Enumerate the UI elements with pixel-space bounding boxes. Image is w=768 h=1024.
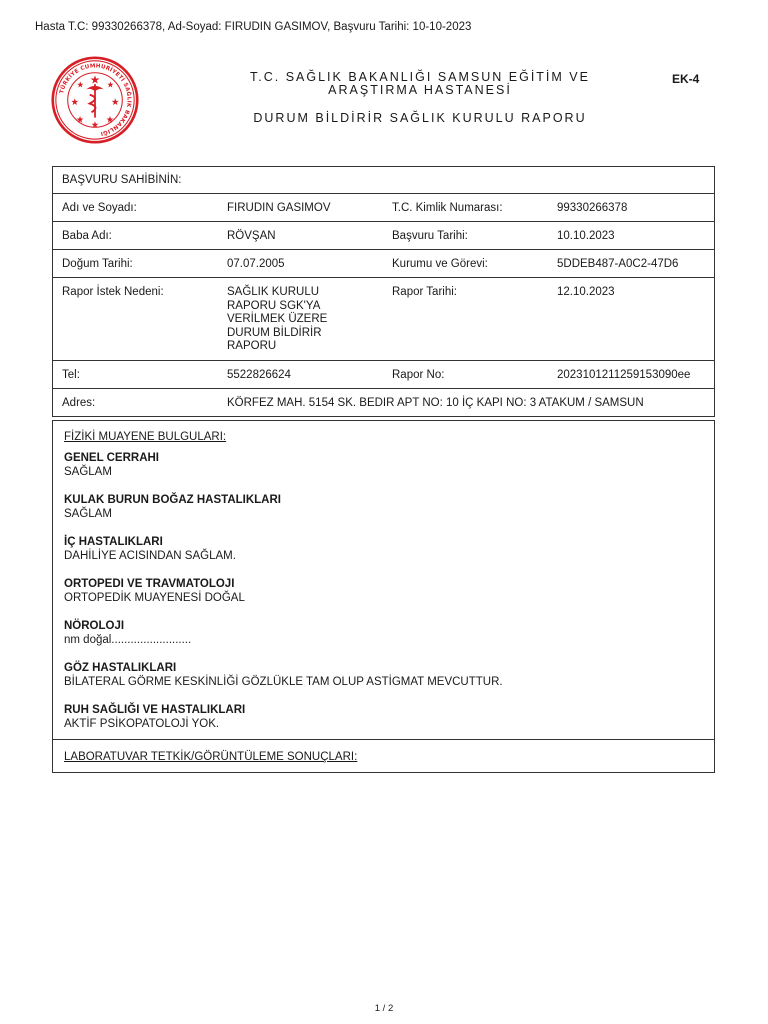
department-result: BİLATERAL GÖRME KESKİNLİĞİ GÖZLÜKLE TAM OLUP ASTİGMAT MEVCUTTUR. — [64, 676, 503, 688]
applicant-info-table — [52, 166, 715, 417]
department-name: NÖROLOJI — [64, 620, 125, 632]
father-label: Baba Adı: — [62, 230, 112, 242]
ministry-of-health-seal-icon — [51, 56, 139, 144]
list-item — [64, 535, 704, 563]
report-date-value: 12.10.2023 — [557, 286, 615, 298]
department-name: GÖZ HASTALIKLARI — [64, 662, 177, 674]
exam-title: FİZİKİ MUAYENE BULGULARI: — [64, 431, 227, 443]
phone-value: 5522826624 — [227, 368, 291, 381]
department-name: İÇ HASTALIKLARI — [64, 536, 163, 548]
list-item — [64, 619, 704, 647]
applicant-heading: BAŞVURU SAHİBİNİN: — [53, 167, 714, 194]
institution-name: T.C. SAĞLIK BAKANLIĞI SAMSUN EĞİTİM VE ARAŞTIRMA HASTANESİ — [250, 70, 590, 97]
form-code: EK-4 — [672, 72, 700, 86]
institution-role-label: Kurumu ve Görevi: — [392, 258, 488, 270]
reason-value: SAĞLIK KURULU RAPORU SGK'YA VERİLMEK ÜZERE DURUM BİLDİRİR RAPORU — [227, 286, 328, 352]
table-row — [53, 278, 714, 361]
phone-label: Tel: — [62, 368, 80, 381]
address-value: KÖRFEZ MAH. 5154 SK. BEDIR APT NO: 10 İÇ KAPI NO: 3 ATAKUM / SAMSUN — [227, 396, 644, 409]
report-no-label: Rapor No: — [392, 368, 445, 381]
list-item — [64, 577, 704, 605]
list-item — [64, 703, 704, 731]
department-result: SAĞLAM — [64, 466, 112, 478]
birth-date-label: Doğum Tarihi: — [62, 258, 133, 270]
name-value: FIRUDIN GASIMOV — [227, 202, 331, 214]
table-row — [53, 222, 714, 250]
birth-date-value: 07.07.2005 — [227, 258, 285, 270]
department-result: ORTOPEDİK MUAYENESİ DOĞAL — [64, 592, 245, 604]
page-number: 1 / 2 — [374, 1003, 394, 1014]
application-date-label: Başvuru Tarihi: — [392, 230, 468, 242]
address-label: Adres: — [62, 396, 96, 409]
exam-findings-list — [64, 451, 704, 745]
tc-label: T.C. Kimlik Numarası: — [392, 202, 503, 214]
seal-ring-text: TÜRKİYE CUMHURİYETİ SAĞLIK BAKANLIĞI — [59, 63, 132, 137]
physical-exam-section — [52, 420, 715, 773]
list-item — [64, 451, 704, 479]
table-row — [53, 361, 714, 389]
list-item — [64, 493, 704, 521]
page-header: Hasta T.C: 99330266378, Ad-Soyad: FIRUDIN GASIMOV, Başvuru Tarihi: 10-10-2023 — [35, 21, 472, 33]
department-result: nm doğal......................... — [64, 634, 192, 646]
table-row — [53, 389, 714, 416]
department-result: AKTİF PSİKOPATOLOJİ YOK. — [64, 718, 220, 730]
table-row — [53, 194, 714, 222]
department-result: SAĞLAM — [64, 508, 112, 520]
department-name: KULAK BURUN BOĞAZ HASTALIKLARI — [64, 494, 281, 506]
department-name: GENEL CERRAHI — [64, 452, 159, 464]
document-title: DURUM BİLDİRİR SAĞLIK KURULU RAPORU — [253, 111, 587, 125]
father-value: RÖVŞAN — [227, 230, 276, 242]
report-no-value: 2023101211259153090ee — [557, 368, 691, 381]
lab-results-title: LABORATUVAR TETKİK/GÖRÜNTÜLEME SONUÇLARI: — [64, 751, 358, 763]
list-item — [64, 661, 704, 689]
institution-role-value: 5DDEB487-A0C2-47D6 — [557, 258, 679, 270]
reason-label: Rapor İstek Nedeni: — [62, 286, 164, 298]
name-label: Adı ve Soyadı: — [62, 202, 137, 214]
department-name: RUH SAĞLIĞI VE HASTALIKLARI — [64, 704, 246, 716]
department-result: DAHİLİYE ACISINDAN SAĞLAM. — [64, 550, 236, 562]
application-date-value: 10.10.2023 — [557, 230, 615, 242]
tc-value: 99330266378 — [557, 202, 628, 214]
table-row — [53, 250, 714, 278]
section-divider — [53, 739, 714, 740]
report-date-label: Rapor Tarihi: — [392, 286, 457, 298]
department-name: ORTOPEDI VE TRAVMATOLOJI — [64, 578, 235, 590]
